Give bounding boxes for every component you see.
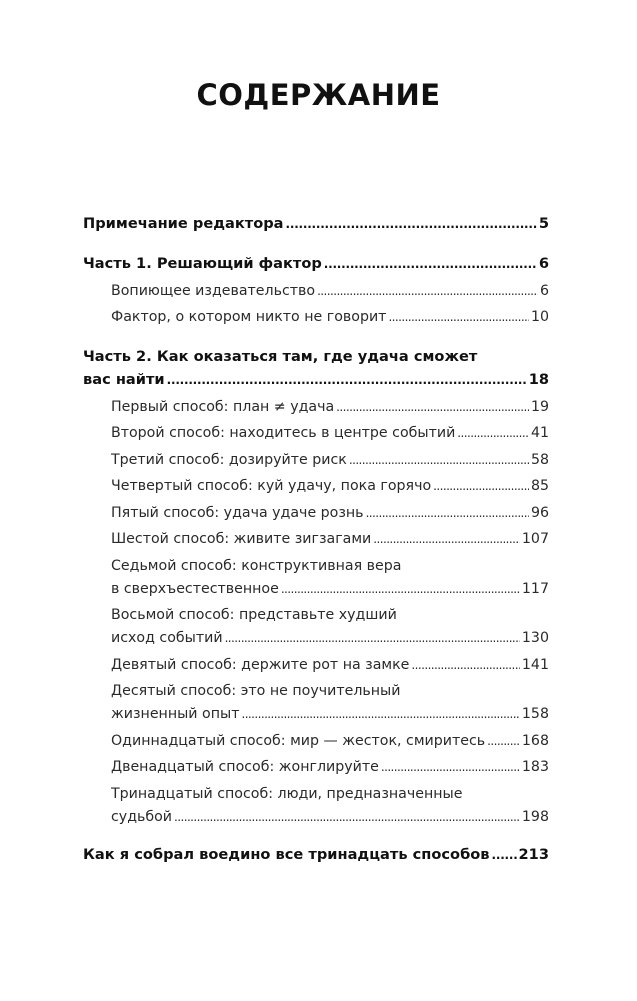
toc-page-number: 96 bbox=[530, 504, 549, 521]
dot-leader bbox=[324, 252, 537, 276]
toc-entry-row bbox=[111, 422, 549, 445]
dot-leader bbox=[225, 627, 520, 650]
toc-entry-row bbox=[111, 449, 549, 472]
toc-entry-row bbox=[83, 252, 549, 276]
dot-leader bbox=[167, 368, 527, 392]
toc-entry-title-line: Первый способ: план ≠ удача bbox=[111, 398, 335, 415]
toc-section[interactable] bbox=[83, 449, 549, 472]
toc-page-number: 10 bbox=[530, 309, 549, 325]
toc-entry-title-line: Вопиющее издевательство bbox=[111, 282, 316, 299]
toc-section[interactable] bbox=[83, 654, 549, 677]
dot-leader bbox=[281, 578, 520, 601]
toc-entry-title-line: Часть 2. Как оказаться там, где удача сможет bbox=[83, 348, 478, 365]
toc-entry-row bbox=[111, 528, 549, 551]
toc-section[interactable] bbox=[83, 306, 549, 329]
dot-leader bbox=[492, 843, 517, 867]
toc-page-number: 19 bbox=[530, 398, 549, 415]
toc-chapter[interactable] bbox=[83, 843, 549, 867]
toc-entry-title-line: Как я собрал воедино все тринадцать способов bbox=[83, 845, 490, 863]
toc-entry-title-line: Примечание редактора bbox=[83, 215, 284, 232]
toc-entry-title-line: Девятый способ: держите рот на замке bbox=[111, 656, 410, 673]
toc-entry-title-line: Второй способ: находитесь в центре событий bbox=[111, 425, 456, 441]
toc-entry-row bbox=[111, 654, 549, 677]
toc-entry-row bbox=[111, 475, 549, 498]
toc-page-number: 6 bbox=[538, 255, 549, 272]
toc-section[interactable] bbox=[83, 502, 549, 525]
dot-leader bbox=[366, 502, 529, 525]
toc-entry-row bbox=[83, 843, 549, 867]
toc-page-number: 158 bbox=[521, 706, 549, 722]
toc-entry-row bbox=[111, 703, 549, 726]
toc-entry-row bbox=[111, 806, 549, 829]
dot-leader bbox=[411, 654, 519, 677]
toc-section[interactable] bbox=[83, 528, 549, 551]
toc-entry-title-line: судьбой bbox=[111, 808, 173, 825]
dot-leader bbox=[336, 396, 529, 419]
toc-section[interactable] bbox=[83, 555, 549, 601]
toc-entry-title-line: Седьмой способ: конструктивная вера bbox=[111, 557, 402, 574]
dot-leader bbox=[317, 280, 538, 303]
toc-entry-row bbox=[111, 756, 549, 779]
toc-section[interactable] bbox=[83, 604, 549, 650]
toc-entry-row bbox=[111, 627, 549, 650]
toc-chapter[interactable] bbox=[83, 212, 549, 236]
toc-page-number: 183 bbox=[521, 759, 549, 775]
page-title: СОДЕРЖАНИЕ bbox=[196, 78, 441, 112]
toc-page-number: 41 bbox=[530, 425, 549, 441]
toc-entry-title-line: Тринадцатый способ: люди, предназначенные bbox=[111, 785, 463, 802]
toc-entry-title-line: Часть 1. Решающий фактор bbox=[83, 255, 322, 272]
toc-entry-title-line: Двенадцатый способ: жонглируйте bbox=[111, 759, 379, 775]
toc-section[interactable] bbox=[83, 783, 549, 829]
toc-entry-title-line: Пятый способ: удача удаче рознь bbox=[111, 504, 364, 521]
dot-leader bbox=[286, 212, 537, 236]
toc-page-number: 141 bbox=[521, 656, 549, 673]
dot-leader bbox=[174, 806, 520, 829]
toc-entry-row bbox=[83, 212, 549, 236]
toc-page-number: 117 bbox=[521, 580, 549, 597]
table-of-contents bbox=[83, 212, 549, 867]
toc-entry-title-line: в сверхъестественное bbox=[111, 580, 279, 597]
dot-leader bbox=[487, 730, 520, 753]
toc-entry-row bbox=[111, 396, 549, 419]
toc-page-number: 6 bbox=[539, 282, 549, 299]
toc-section[interactable] bbox=[83, 422, 549, 445]
dot-leader bbox=[381, 756, 520, 779]
toc-entry-row bbox=[111, 730, 549, 753]
toc-entry-row bbox=[111, 578, 549, 601]
toc-section[interactable] bbox=[83, 756, 549, 779]
toc-section[interactable] bbox=[83, 396, 549, 419]
toc-entry-title-line: Десятый способ: это не поучительный bbox=[111, 683, 401, 699]
toc-section[interactable] bbox=[83, 730, 549, 753]
toc-entry-title-line: вас найти bbox=[83, 371, 165, 388]
toc-page-number: 18 bbox=[528, 371, 549, 388]
toc-entry-title-line: Шестой способ: живите зигзагами bbox=[111, 531, 372, 547]
toc-entry-title-line: Четвертый способ: куй удачу, пока горячо bbox=[111, 478, 432, 494]
dot-leader bbox=[241, 703, 519, 726]
toc-page-number: 198 bbox=[521, 808, 549, 825]
toc-section[interactable] bbox=[83, 475, 549, 498]
toc-entry-title-line: жизненный опыт bbox=[111, 706, 240, 722]
toc-page-number: 107 bbox=[521, 531, 549, 547]
dot-leader bbox=[349, 449, 529, 472]
toc-entry-title-line: Фактор, о котором никто не говорит bbox=[111, 309, 387, 325]
toc-section[interactable] bbox=[83, 680, 549, 726]
toc-entry-row bbox=[111, 280, 549, 303]
dot-leader bbox=[373, 528, 520, 551]
toc-page-number: 58 bbox=[530, 451, 549, 468]
toc-page-number: 85 bbox=[530, 478, 549, 494]
toc-chapter[interactable] bbox=[83, 345, 549, 392]
toc-page-number: 213 bbox=[518, 845, 549, 863]
toc-entry-title-line: Одиннадцатый способ: мир — жесток, смиритесь bbox=[111, 732, 486, 749]
toc-entry-title-line: Третий способ: дозируйте риск bbox=[111, 451, 347, 468]
toc-entry-title-line: Восьмой способ: представьте худший bbox=[111, 607, 397, 623]
toc-page-number: 5 bbox=[538, 215, 549, 232]
dot-leader bbox=[388, 306, 529, 329]
toc-page-number: 130 bbox=[521, 630, 549, 646]
dot-leader bbox=[433, 475, 529, 498]
toc-chapter[interactable] bbox=[83, 252, 549, 276]
toc-section[interactable] bbox=[83, 280, 549, 303]
toc-entry-row bbox=[111, 502, 549, 525]
dot-leader bbox=[457, 422, 529, 445]
toc-entry-row bbox=[111, 306, 549, 329]
toc-entry-title-line: исход событий bbox=[111, 630, 223, 646]
toc-entry-row bbox=[83, 368, 549, 392]
toc-page-number: 168 bbox=[521, 732, 549, 749]
